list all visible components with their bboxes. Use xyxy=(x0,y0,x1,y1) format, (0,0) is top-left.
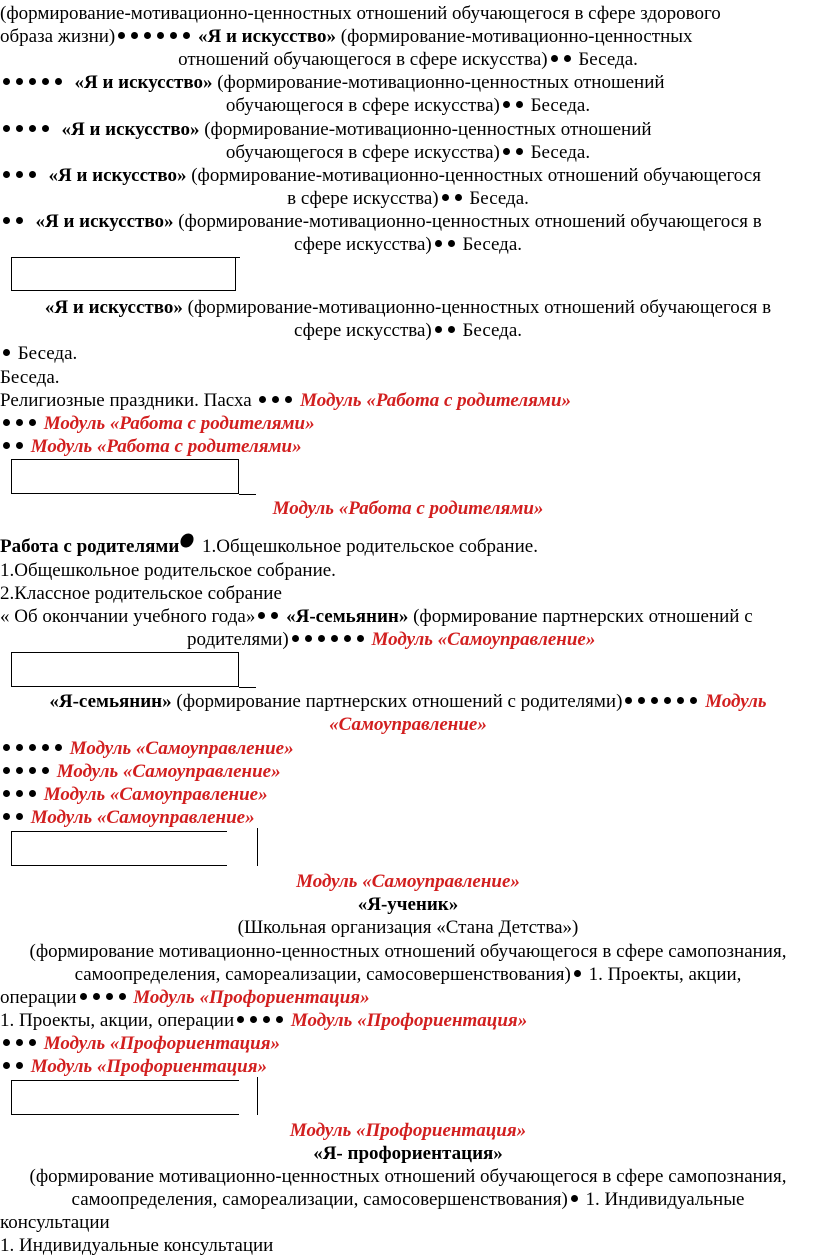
bullet-icon xyxy=(271,612,278,619)
bullet-icon xyxy=(42,767,49,774)
bullet-icon xyxy=(16,125,23,132)
bullet-icon xyxy=(131,32,138,39)
text-line: 1.Общешкольное родительское собрание. xyxy=(0,560,336,581)
bullet-icon xyxy=(435,240,442,247)
bullet-icon xyxy=(305,635,312,642)
bullet-icon xyxy=(237,1016,244,1023)
bullet-icon xyxy=(16,217,23,224)
bullet-icon xyxy=(455,194,462,201)
text-line: отношений обучающегося в сфере искусства) Беседа. xyxy=(178,49,638,70)
bullet-icon xyxy=(16,442,23,449)
bullet-icon xyxy=(16,767,23,774)
text-line: обучающегося в сфере искусства) Беседа. xyxy=(225,142,591,163)
table-border xyxy=(239,687,256,688)
bullet-icon xyxy=(3,217,10,224)
table-border xyxy=(257,1077,258,1115)
bullet-icon xyxy=(638,697,645,704)
bullet-icon xyxy=(551,55,558,62)
bullet-icon xyxy=(183,32,190,39)
bullet-icon xyxy=(448,240,455,247)
bullet-icon xyxy=(285,396,292,403)
bullet-icon xyxy=(272,396,279,403)
text-line: Модуль «Профориентация» xyxy=(289,1120,527,1141)
text-line: Модуль «Самоуправление» xyxy=(0,806,255,829)
text-line: обучающегося в сфере искусства) Беседа. xyxy=(225,95,591,116)
bullet-icon xyxy=(16,419,23,426)
bullet-icon xyxy=(16,171,23,178)
text-line: 1. Индивидуальные консультации xyxy=(0,1235,274,1256)
bullet-icon xyxy=(144,32,151,39)
text-line: «Я-семьянин» (формирование партнерских отношений с родителями) Модуль xyxy=(49,691,767,712)
empty-table-cell xyxy=(11,831,227,866)
bullet-icon xyxy=(318,635,325,642)
table-border xyxy=(257,828,258,866)
text-line: сфере искусства) Беседа. xyxy=(293,234,523,255)
text-line: родителями) Модуль «Самоуправление» xyxy=(187,629,596,650)
text-line: операции Модуль «Профориентация» xyxy=(0,987,370,1008)
text-line: 2.Классное родительское собрание xyxy=(0,583,282,604)
bullet-icon xyxy=(3,1039,10,1046)
bullet-icon xyxy=(16,78,23,85)
text-line: самоопределения, самореализации, самосовершенствования) 1. Индивидуальные xyxy=(71,1189,745,1210)
bullet-icon xyxy=(42,125,49,132)
bullet-icon xyxy=(3,171,10,178)
text-line: (формирование-мотивационно-ценностных отношений обучающегося в сфере здорового xyxy=(0,3,721,24)
bullet-icon xyxy=(157,32,164,39)
bullet-icon xyxy=(276,1016,283,1023)
text-line: консультации xyxy=(0,1212,110,1233)
bullet-icon xyxy=(16,744,23,751)
bullet-icon xyxy=(442,194,449,201)
bullet-icon xyxy=(3,78,10,85)
bullet-icon xyxy=(55,78,62,85)
bullet-icon xyxy=(29,78,36,85)
bullet-icon xyxy=(651,697,658,704)
text-line: Модуль «Профориентация» xyxy=(0,1055,267,1078)
text-line: «Самоуправление» xyxy=(329,714,487,735)
text-line: Модуль «Работа с родителями» xyxy=(272,498,544,519)
bullet-icon xyxy=(448,326,455,333)
bullet-icon xyxy=(29,790,36,797)
text-line: « Об окончании учебного года» «Я-семьянин» (формирование партнерских отношений с xyxy=(0,606,753,627)
bullet-icon xyxy=(3,813,10,820)
table-border xyxy=(239,494,256,495)
bullet-icon xyxy=(29,744,36,751)
bullet-icon xyxy=(516,148,523,155)
text-line: Модуль «Самоуправление» xyxy=(0,760,281,783)
text-line: «Я и искусство» (формирование-мотивационно-ценностных отношений xyxy=(0,118,652,141)
bullet-icon xyxy=(625,697,632,704)
bullet-icon xyxy=(29,171,36,178)
bullet-icon xyxy=(574,970,581,977)
text-line: Беседа. xyxy=(0,342,77,365)
text-line: 1. Проекты, акции, операции Модуль «Профориентация» xyxy=(0,1010,528,1031)
bullet-icon xyxy=(435,326,442,333)
bullet-icon xyxy=(331,635,338,642)
text-line: Модуль «Работа с родителями» xyxy=(0,412,315,435)
text-line: Религиозные праздники. Пасха Модуль «Работа с родителями» xyxy=(0,390,572,411)
bullet-icon xyxy=(259,396,266,403)
bullet-icon xyxy=(3,419,10,426)
table-border xyxy=(236,257,240,258)
text-line: «Я и искусство» (формирование-мотивационно-ценностных отношений xyxy=(0,71,665,94)
bullet-icon xyxy=(16,790,23,797)
bullet-icon xyxy=(357,635,364,642)
bullet-icon xyxy=(664,697,671,704)
text-line: «Я и искусство» (формирование-мотивационно-ценностных отношений обучающегося xyxy=(0,164,761,187)
bullet-icon xyxy=(3,767,10,774)
bullet-icon xyxy=(3,744,10,751)
empty-table-cell xyxy=(11,257,236,291)
bullet-icon xyxy=(3,790,10,797)
bullet-icon xyxy=(3,1062,10,1069)
text-line: Модуль «Профориентация» xyxy=(0,1032,280,1055)
bullet-icon xyxy=(3,442,10,449)
text-line: «Я и искусство» (формирование-мотивационно-ценностных отношений обучающегося в xyxy=(0,210,762,233)
bullet-icon xyxy=(29,767,36,774)
bullet-icon xyxy=(516,101,523,108)
text-line: Модуль «Самоуправление» xyxy=(0,737,294,760)
text-line: «Я и искусство» (формирование-мотивационно-ценностных отношений обучающегося в xyxy=(44,297,772,318)
bullet-icon xyxy=(258,612,265,619)
text-line: «Я-ученик» xyxy=(357,894,459,915)
bullet-icon xyxy=(263,1016,270,1023)
empty-table-cell xyxy=(11,1080,239,1115)
bullet-icon xyxy=(690,697,697,704)
text-line: сфере искусства) Беседа. xyxy=(293,320,523,341)
bullet-icon xyxy=(178,531,196,550)
empty-table-cell xyxy=(11,459,239,494)
text-line: образа жизни) «Я и искусство» (формирование-мотивационно-ценностных xyxy=(0,26,693,47)
bullet-icon xyxy=(3,349,10,356)
text-line: Беседа. xyxy=(0,367,60,388)
bullet-icon xyxy=(80,993,87,1000)
empty-table-cell xyxy=(11,652,239,687)
text-line: (формирование мотивационно-ценностных отношений обучающегося в сфере самопознания, xyxy=(29,941,787,962)
bullet-icon xyxy=(292,635,299,642)
bullet-icon xyxy=(344,635,351,642)
bullet-icon xyxy=(250,1016,257,1023)
text-line: Модуль «Работа с родителями» xyxy=(0,435,302,458)
bullet-icon xyxy=(29,1039,36,1046)
text-line: Работа с родителями 1.Общешкольное родительское собрание. xyxy=(0,533,538,558)
bullet-icon xyxy=(503,148,510,155)
text-line: «Я- профориентация» xyxy=(313,1143,503,1164)
bullet-icon xyxy=(42,78,49,85)
bullet-icon xyxy=(16,1039,23,1046)
bullet-icon xyxy=(16,813,23,820)
bullet-icon xyxy=(119,993,126,1000)
bullet-icon xyxy=(564,55,571,62)
bullet-icon xyxy=(571,1195,578,1202)
bullet-icon xyxy=(118,32,125,39)
bullet-icon xyxy=(503,101,510,108)
text-line: самоопределения, самореализации, самосовершенствования) 1. Проекты, акции, xyxy=(74,964,742,985)
bullet-icon xyxy=(106,993,113,1000)
bullet-icon xyxy=(55,744,62,751)
bullet-icon xyxy=(93,993,100,1000)
bullet-icon xyxy=(29,125,36,132)
bullet-icon xyxy=(677,697,684,704)
text-line: в сфере искусства) Беседа. xyxy=(287,188,529,209)
text-line: (Школьная организация «Стана Детства») xyxy=(237,917,579,938)
bullet-icon xyxy=(42,744,49,751)
bullet-icon xyxy=(29,419,36,426)
bullet-icon xyxy=(3,125,10,132)
text-line: Модуль «Самоуправление» xyxy=(0,783,268,806)
text-line: (формирование мотивационно-ценностных отношений обучающегося в сфере самопознания, xyxy=(29,1166,787,1187)
bullet-icon xyxy=(16,1062,23,1069)
text-line: Модуль «Самоуправление» xyxy=(296,871,520,892)
bullet-icon xyxy=(170,32,177,39)
